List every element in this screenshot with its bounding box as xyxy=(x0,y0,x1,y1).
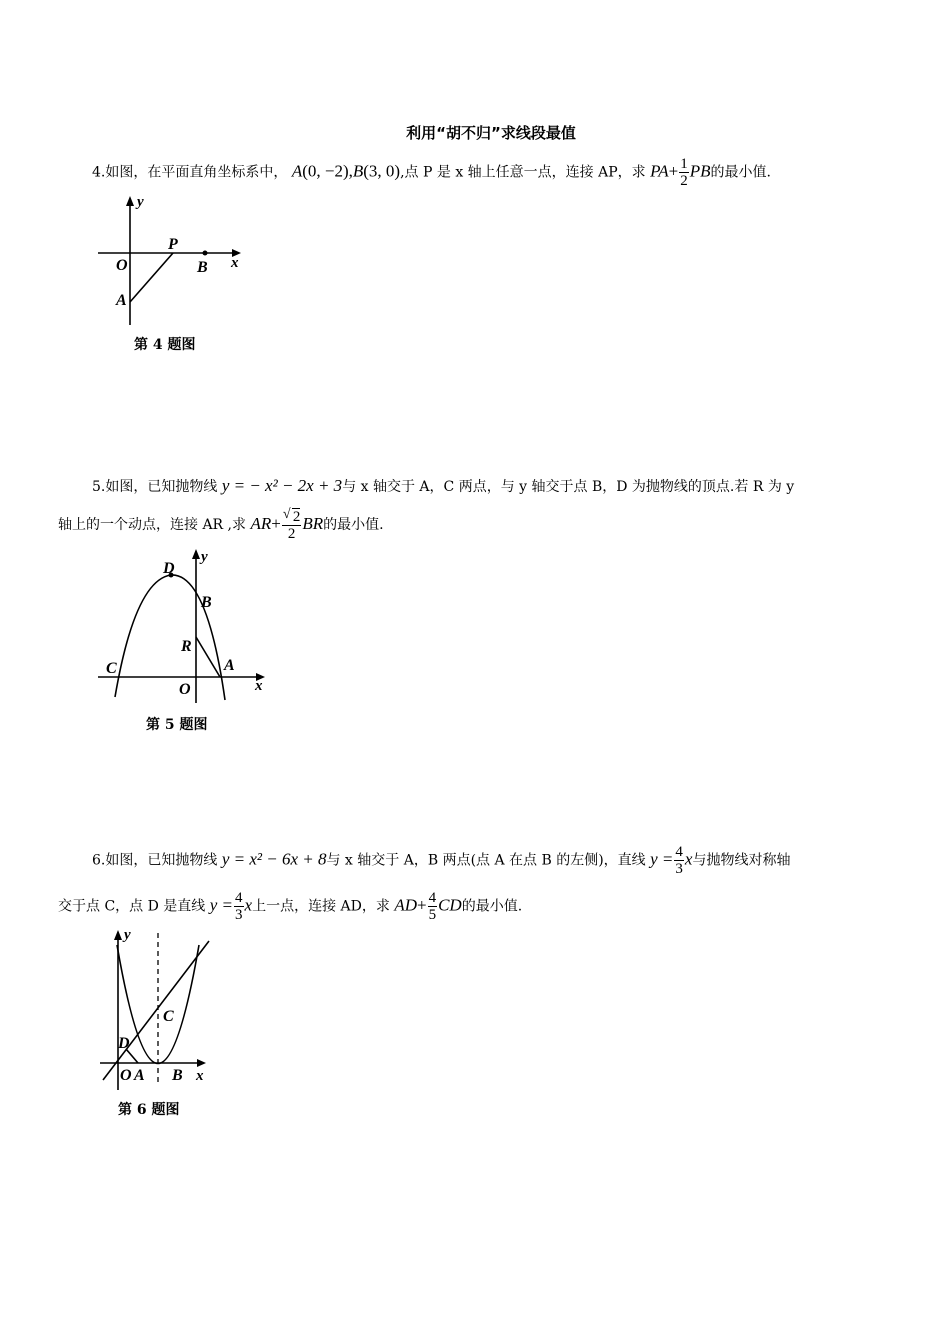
q4-label-b: B xyxy=(197,259,208,276)
q4-point-b-dot xyxy=(203,251,208,256)
q6-label-c: C xyxy=(163,1008,174,1025)
q5-label-b: B xyxy=(201,594,212,611)
q4-coords-b: (3, 0) xyxy=(363,161,401,181)
q4-point-a: A xyxy=(291,161,303,181)
q5-frac-num xyxy=(282,508,302,526)
q4-after-coords: ,点 P 是 x 轴上任意一点，连接 AP，求 xyxy=(400,164,646,181)
q4-coords-a: (0, −2) xyxy=(302,161,349,181)
q6-line-y-43x xyxy=(103,941,209,1080)
q6-line1-suffix: 与抛物线对称轴 xyxy=(692,852,791,869)
q5-label-d: D xyxy=(163,560,175,577)
q6-line2-prefix: 交于点 C，点 D 是直线 xyxy=(58,898,206,915)
q6-frac1-den: 3 xyxy=(675,861,683,877)
q6-line2-mid: 上一点，连接 AD，求 xyxy=(252,898,390,915)
q4-plus: + xyxy=(668,161,679,181)
q6-x-arrow xyxy=(197,1059,206,1067)
q4-suffix: 的最小值. xyxy=(710,164,771,181)
q5-y-arrow xyxy=(192,549,200,559)
q4-prefix: 4.如图，在平面直角坐标系中， xyxy=(92,164,288,181)
question-6-line-1 xyxy=(92,844,790,877)
q6-line1-mid: 与 x 轴交于 A，B 两点(点 A 在点 B 的左侧)，直线 xyxy=(326,852,646,869)
figure-4 xyxy=(95,190,255,334)
q4-label-x: x xyxy=(231,255,239,271)
figure-4-caption: 第 4 题图 xyxy=(134,337,196,353)
q4-label-o: O xyxy=(116,257,128,274)
q4-point-b: B xyxy=(352,161,364,181)
q4-fraction xyxy=(679,156,689,189)
q6-expr-tail: CD xyxy=(438,895,462,915)
q6-line2-eq-tail: x xyxy=(244,895,253,915)
question-5-line-1 xyxy=(92,476,794,497)
q6-fraction-1 xyxy=(674,844,684,877)
q5-label-a: A xyxy=(224,657,235,674)
question-6-line-2 xyxy=(58,890,522,923)
q5-plus: + xyxy=(271,514,281,533)
q6-label-y: y xyxy=(124,927,131,943)
q4-expr-tail: PB xyxy=(689,161,711,181)
q4-frac-den: 2 xyxy=(680,173,688,189)
q6-fraction-2 xyxy=(234,890,244,923)
q4-frac-num: 1 xyxy=(680,156,688,172)
question-4-text xyxy=(92,156,771,189)
q6-frac2-den: 3 xyxy=(235,907,243,923)
q5-label-o: O xyxy=(179,681,191,698)
q6-label-x: x xyxy=(196,1068,204,1084)
q4-y-arrow xyxy=(126,196,134,206)
q6-frac3-den: 5 xyxy=(428,907,437,923)
q6-plus: + xyxy=(417,895,427,915)
page-title: 利用“胡不归”求线段最值 xyxy=(406,124,576,142)
q4-label-y: y xyxy=(137,194,144,210)
q6-line-eq-lead: y = xyxy=(650,849,674,869)
q4-label-p: P xyxy=(168,236,178,253)
q5-line1-prefix: 5.如图，已知抛物线 xyxy=(92,479,218,495)
q6-fraction-3 xyxy=(428,890,438,923)
q6-frac2-num: 4 xyxy=(235,890,243,906)
q5-frac-den: 2 xyxy=(287,526,296,542)
q4-segment-ap xyxy=(130,253,173,302)
figure-6 xyxy=(95,925,225,1099)
q6-suffix: 的最小值. xyxy=(461,898,523,915)
q6-label-b: B xyxy=(172,1067,183,1084)
q4-comma: , xyxy=(348,161,353,181)
q4-expr-lead: PA xyxy=(650,161,669,181)
q6-label-a: A xyxy=(134,1067,145,1084)
q6-frac1-num: 4 xyxy=(675,844,683,860)
q5-segment-ra xyxy=(196,637,220,677)
q5-suffix: 的最小值. xyxy=(323,517,384,533)
q5-label-c: C xyxy=(106,660,117,677)
q6-y-arrow xyxy=(114,930,122,940)
q5-line2-prefix: 轴上的一个动点，连接 AR ,求 xyxy=(58,517,247,533)
q6-equation: y = x² − 6x + 8 xyxy=(221,849,327,869)
figure-6-caption: 第 6 题图 xyxy=(118,1102,180,1118)
figure-5-caption: 第 5 题图 xyxy=(146,717,208,733)
q6-frac3-num: 4 xyxy=(428,890,437,906)
figure-5 xyxy=(95,545,275,714)
q6-label-d: D xyxy=(118,1035,130,1052)
q5-label-y: y xyxy=(201,549,208,565)
q5-label-r: R xyxy=(181,638,192,655)
q5-expr-tail: BR xyxy=(302,514,324,533)
q5-equation: y = − x² − 2x + 3 xyxy=(221,476,343,495)
q5-sqrt: √ 2 xyxy=(292,508,301,525)
q5-label-x: x xyxy=(255,678,263,694)
q5-expr-lead: AR xyxy=(250,514,272,533)
q5-fraction xyxy=(282,508,302,542)
q6-line1-prefix: 6.如图，已知抛物线 xyxy=(92,852,218,869)
q5-line1-suffix: 与 x 轴交于 A，C 两点，与 y 轴交于点 B，D 为抛物线的顶点.若 R 为 y xyxy=(342,479,795,495)
q6-expr-lead: AD xyxy=(394,895,417,915)
q4-label-a: A xyxy=(116,292,127,309)
q6-line2-eq-lead: y = xyxy=(209,895,234,915)
q6-label-o: O xyxy=(120,1067,132,1084)
question-5-line-2 xyxy=(58,508,384,542)
q6-line-eq-tail: x xyxy=(684,849,693,869)
